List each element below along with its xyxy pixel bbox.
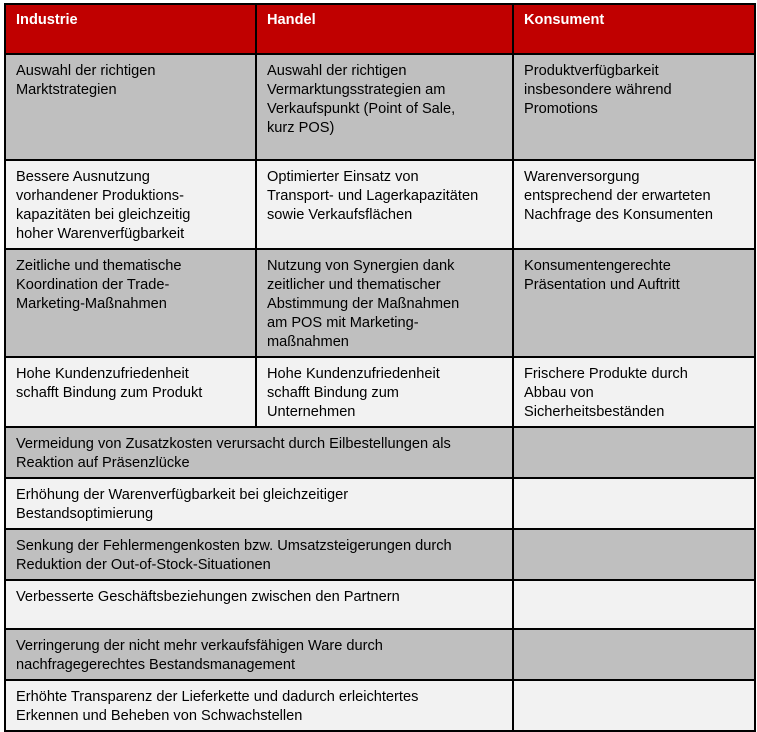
- table-cell: [256, 249, 513, 357]
- table-cell: [513, 478, 755, 529]
- table-row: [5, 529, 755, 580]
- table-cell: [5, 249, 256, 357]
- cell-text: Hohe Kundenzufriedenheit schafft Bindung zum Produkt: [16, 366, 203, 401]
- table-cell: [256, 54, 513, 160]
- table-cell-wide: [5, 427, 513, 478]
- cell-text: Warenversorgung entsprechend der erwarteten Nachfrage des Konsumenten: [524, 169, 714, 223]
- table-cell: [5, 357, 256, 427]
- cell-text: Produktverfügbarkeit insbesondere während Promotions: [524, 63, 672, 117]
- table-cell: [513, 54, 755, 160]
- table-cell-wide: [5, 478, 513, 529]
- cell-text: Bessere Ausnutzung vorhandener Produktions- kapazitäten bei gleichzeitig hoher Warenverfügbarkeit: [16, 169, 191, 242]
- table-row: [5, 160, 755, 249]
- table-cell: [513, 580, 755, 629]
- table-cell: [513, 680, 755, 731]
- benefits-table-container: [4, 3, 756, 732]
- cell-text: Zeitliche und thematische Koordination der Trade- Marketing-Maßnahmen: [16, 258, 182, 312]
- table-cell: [513, 160, 755, 249]
- table-cell: [513, 529, 755, 580]
- cell-text: Erhöhung der Warenverfügbarkeit bei gleichzeitiger Bestandsoptimierung: [16, 487, 349, 522]
- table-cell: [513, 427, 755, 478]
- table-cell-wide: [5, 680, 513, 731]
- table-cell: [513, 357, 755, 427]
- table-row: [5, 357, 755, 427]
- header-konsument: Konsument: [513, 4, 755, 54]
- table-row: [5, 580, 755, 629]
- cell-text: Verbesserte Geschäftsbeziehungen zwischen den Partnern: [16, 589, 400, 605]
- table-row: [5, 427, 755, 478]
- table-row: [5, 54, 755, 160]
- header-handel: Handel: [256, 4, 513, 54]
- benefits-table: [4, 3, 756, 732]
- table-cell: [5, 54, 256, 160]
- cell-text: Frischere Produkte durch Abbau von Sicherheitsbeständen: [524, 366, 688, 420]
- cell-text: Auswahl der richtigen Vermarktungsstrategien am Verkaufspunkt (Point of Sale, kurz POS): [267, 63, 456, 136]
- cell-text: Senkung der Fehlermengenkosten bzw. Umsatzsteigerungen durch Reduktion der Out-of-Stock-Situationen: [16, 538, 452, 573]
- table-row: [5, 629, 755, 680]
- table-cell: [256, 357, 513, 427]
- table-row: [5, 680, 755, 731]
- header-row: [5, 4, 755, 54]
- cell-text: Optimierter Einsatz von Transport- und Lagerkapazitäten sowie Verkaufsflächen: [267, 169, 479, 223]
- table-row: [5, 249, 755, 357]
- table-cell: [256, 160, 513, 249]
- table-cell-wide: [5, 529, 513, 580]
- cell-text: Hohe Kundenzufriedenheit schafft Bindung zum Unternehmen: [267, 366, 440, 420]
- header-industrie: Industrie: [5, 4, 256, 54]
- table-cell: [513, 249, 755, 357]
- cell-text: Auswahl der richtigen Marktstrategien: [16, 63, 156, 98]
- table-cell: [5, 160, 256, 249]
- cell-text: Nutzung von Synergien dank zeitlicher und thematischer Abstimmung der Maßnahmen am POS mit Marketing- maßnahmen: [267, 258, 460, 350]
- table-cell-wide: [5, 629, 513, 680]
- table-row: [5, 478, 755, 529]
- cell-text: Vermeidung von Zusatzkosten verursacht durch Eilbestellungen als Reaktion auf Präsenzlücke: [16, 436, 451, 471]
- table-cell-wide: [5, 580, 513, 629]
- cell-text: Verringerung der nicht mehr verkaufsfähigen Ware durch nachfragegerechtes Bestandsmanagement: [16, 638, 383, 673]
- cell-text: Erhöhte Transparenz der Lieferkette und dadurch erleichtertes Erkennen und Beheben von Schwachstellen: [16, 689, 419, 724]
- cell-text: Konsumentengerechte Präsentation und Auftritt: [524, 258, 680, 293]
- table-cell: [513, 629, 755, 680]
